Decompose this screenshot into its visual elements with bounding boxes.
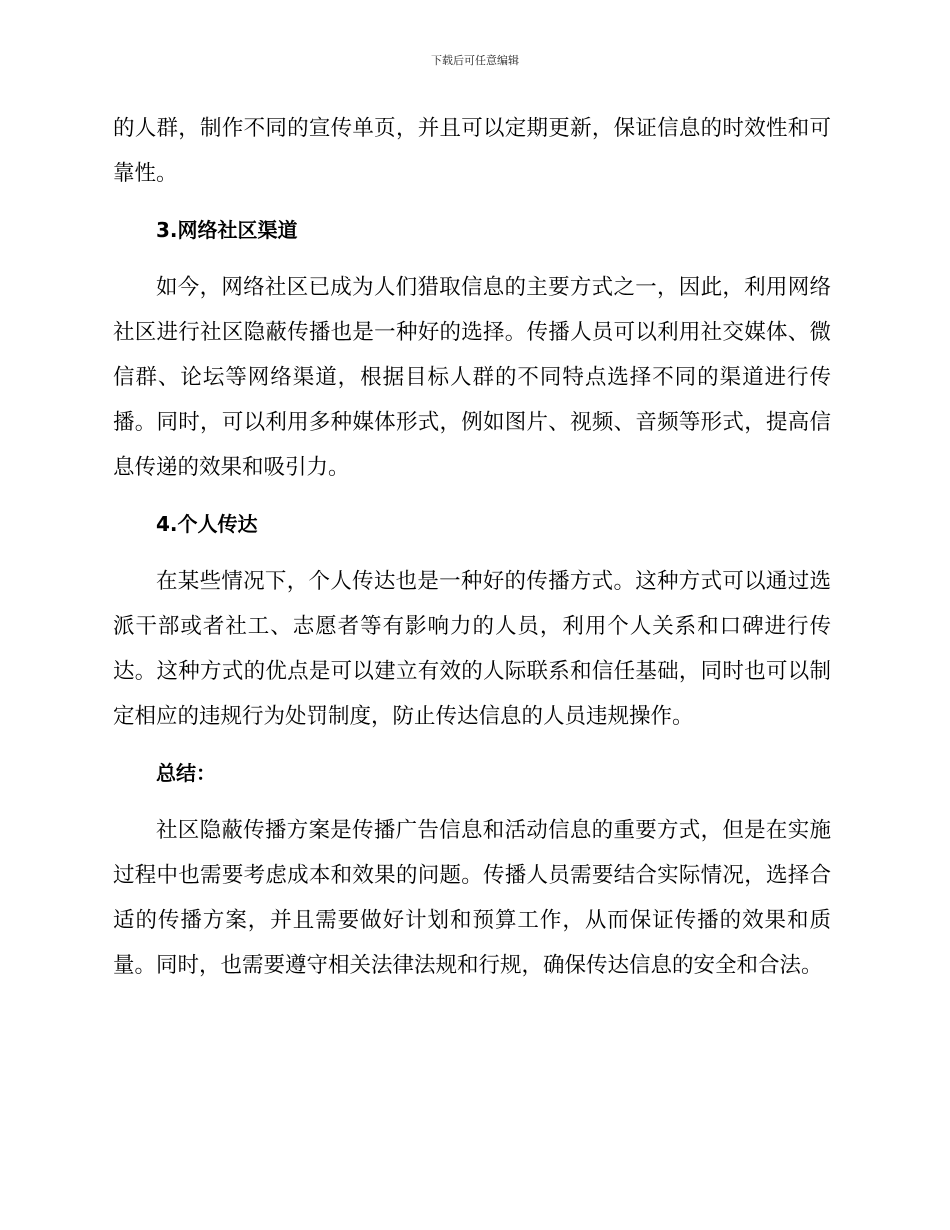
section-paragraph-summary: 社区隐蔽传播方案是传播广告信息和活动信息的重要方式，但是在实施过程中也需要考虑成本和效果的问题。传播人员需要结合实际情况，选择合适的传播方案，并且需要做好计划和预算工作，从而保证传播的效果和质量。同时，也需要遵守相关法律法规和行规，确保传达信息的安全和合法。 <box>113 818 831 978</box>
page-header: 下载后可任意编辑 <box>431 54 519 67</box>
intro-paragraph: 的人群，制作不同的宣传单页，并且可以定期更新，保证信息的时效性和可靠性。 <box>113 116 831 186</box>
section-paragraph-network-community: 如今，网络社区已成为人们猎取信息的主要方式之一，因此，利用网络社区进行社区隐蔽传播也是一种好的选择。传播人员可以利用社交媒体、微信群、论坛等网络渠道，根据目标人群的不同特点选择不同的渠道进行传播。同时，可以利用多种媒体形式，例如图片、视频、音频等形式，提高信息传递的效果和吸引力。 <box>113 275 831 480</box>
document-body <box>113 106 831 988</box>
section-heading-network-community: 3.网络社区渠道 <box>156 218 298 242</box>
section-heading-summary: 总结： <box>156 761 216 785</box>
section-heading-personal-delivery: 4.个人传达 <box>156 512 258 536</box>
section-paragraph-personal-delivery: 在某些情况下，个人传达也是一种好的传播方式。这种方式可以通过选派干部或者社工、志愿者等有影响力的人员，利用个人关系和口碑进行传达。这种方式的优点是可以建立有效的人际联系和信任基础，同时也可以制定相应的违规行为处罚制度，防止传达信息的人员违规操作。 <box>113 569 831 729</box>
